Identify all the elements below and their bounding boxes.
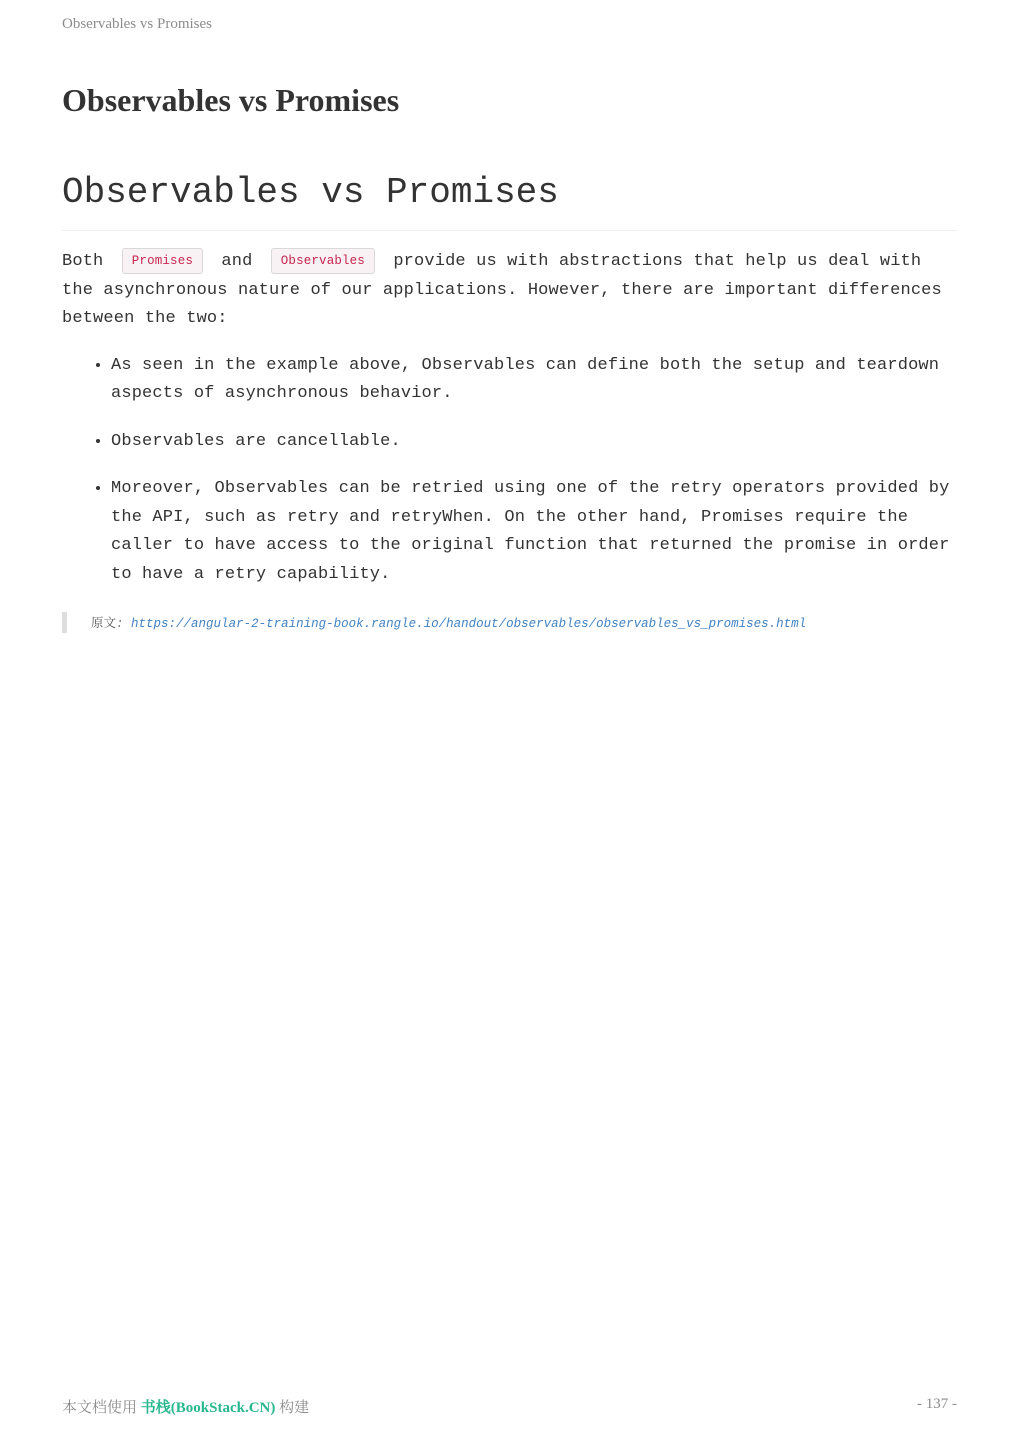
list-item: • As seen in the example above, Observables can define both the setup and teardown aspects of asynchronous behavior. (111, 352, 957, 409)
section-heading: Observables vs Promises (62, 168, 957, 231)
differences-list (62, 352, 957, 590)
code-observables: Observables (271, 248, 375, 274)
intro-paragraph (62, 248, 957, 334)
footer-suffix: 构建 (279, 1400, 310, 1416)
list-item: • Observables are cancellable. (111, 428, 957, 457)
source-link[interactable]: https://angular-2-training-book.rangle.io/handout/observables/observables_vs_promises.html (131, 617, 807, 631)
article-body (62, 168, 957, 633)
running-header: Observables vs Promises (62, 16, 212, 32)
footer-brand-link[interactable]: 书栈(BookStack.CN) (140, 1400, 276, 1416)
list-item: • Moreover, Observables can be retried using one of the retry operators provided by the API, such as retry and retryWhen. On the other hand, Promises require the caller to have access to the original function that returned the promise in order to have a retry capability. (111, 475, 957, 589)
code-promises: Promises (122, 248, 203, 274)
source-quote (62, 612, 957, 633)
footer-prefix: 本文档使用 (62, 1400, 138, 1416)
page-number: - 137 - (917, 1396, 957, 1412)
intro-text-after: provide us with abstractions that help us deal with the asynchronous nature of our applications. However, there are important differences between the two: (62, 252, 942, 328)
intro-text-before: Both (62, 252, 104, 271)
source-separator: : (116, 617, 124, 631)
footer-credit (62, 1396, 309, 1417)
source-label: 原文 (91, 615, 117, 630)
intro-text-middle: and (221, 252, 253, 271)
page-title: Observables vs Promises (62, 82, 400, 118)
